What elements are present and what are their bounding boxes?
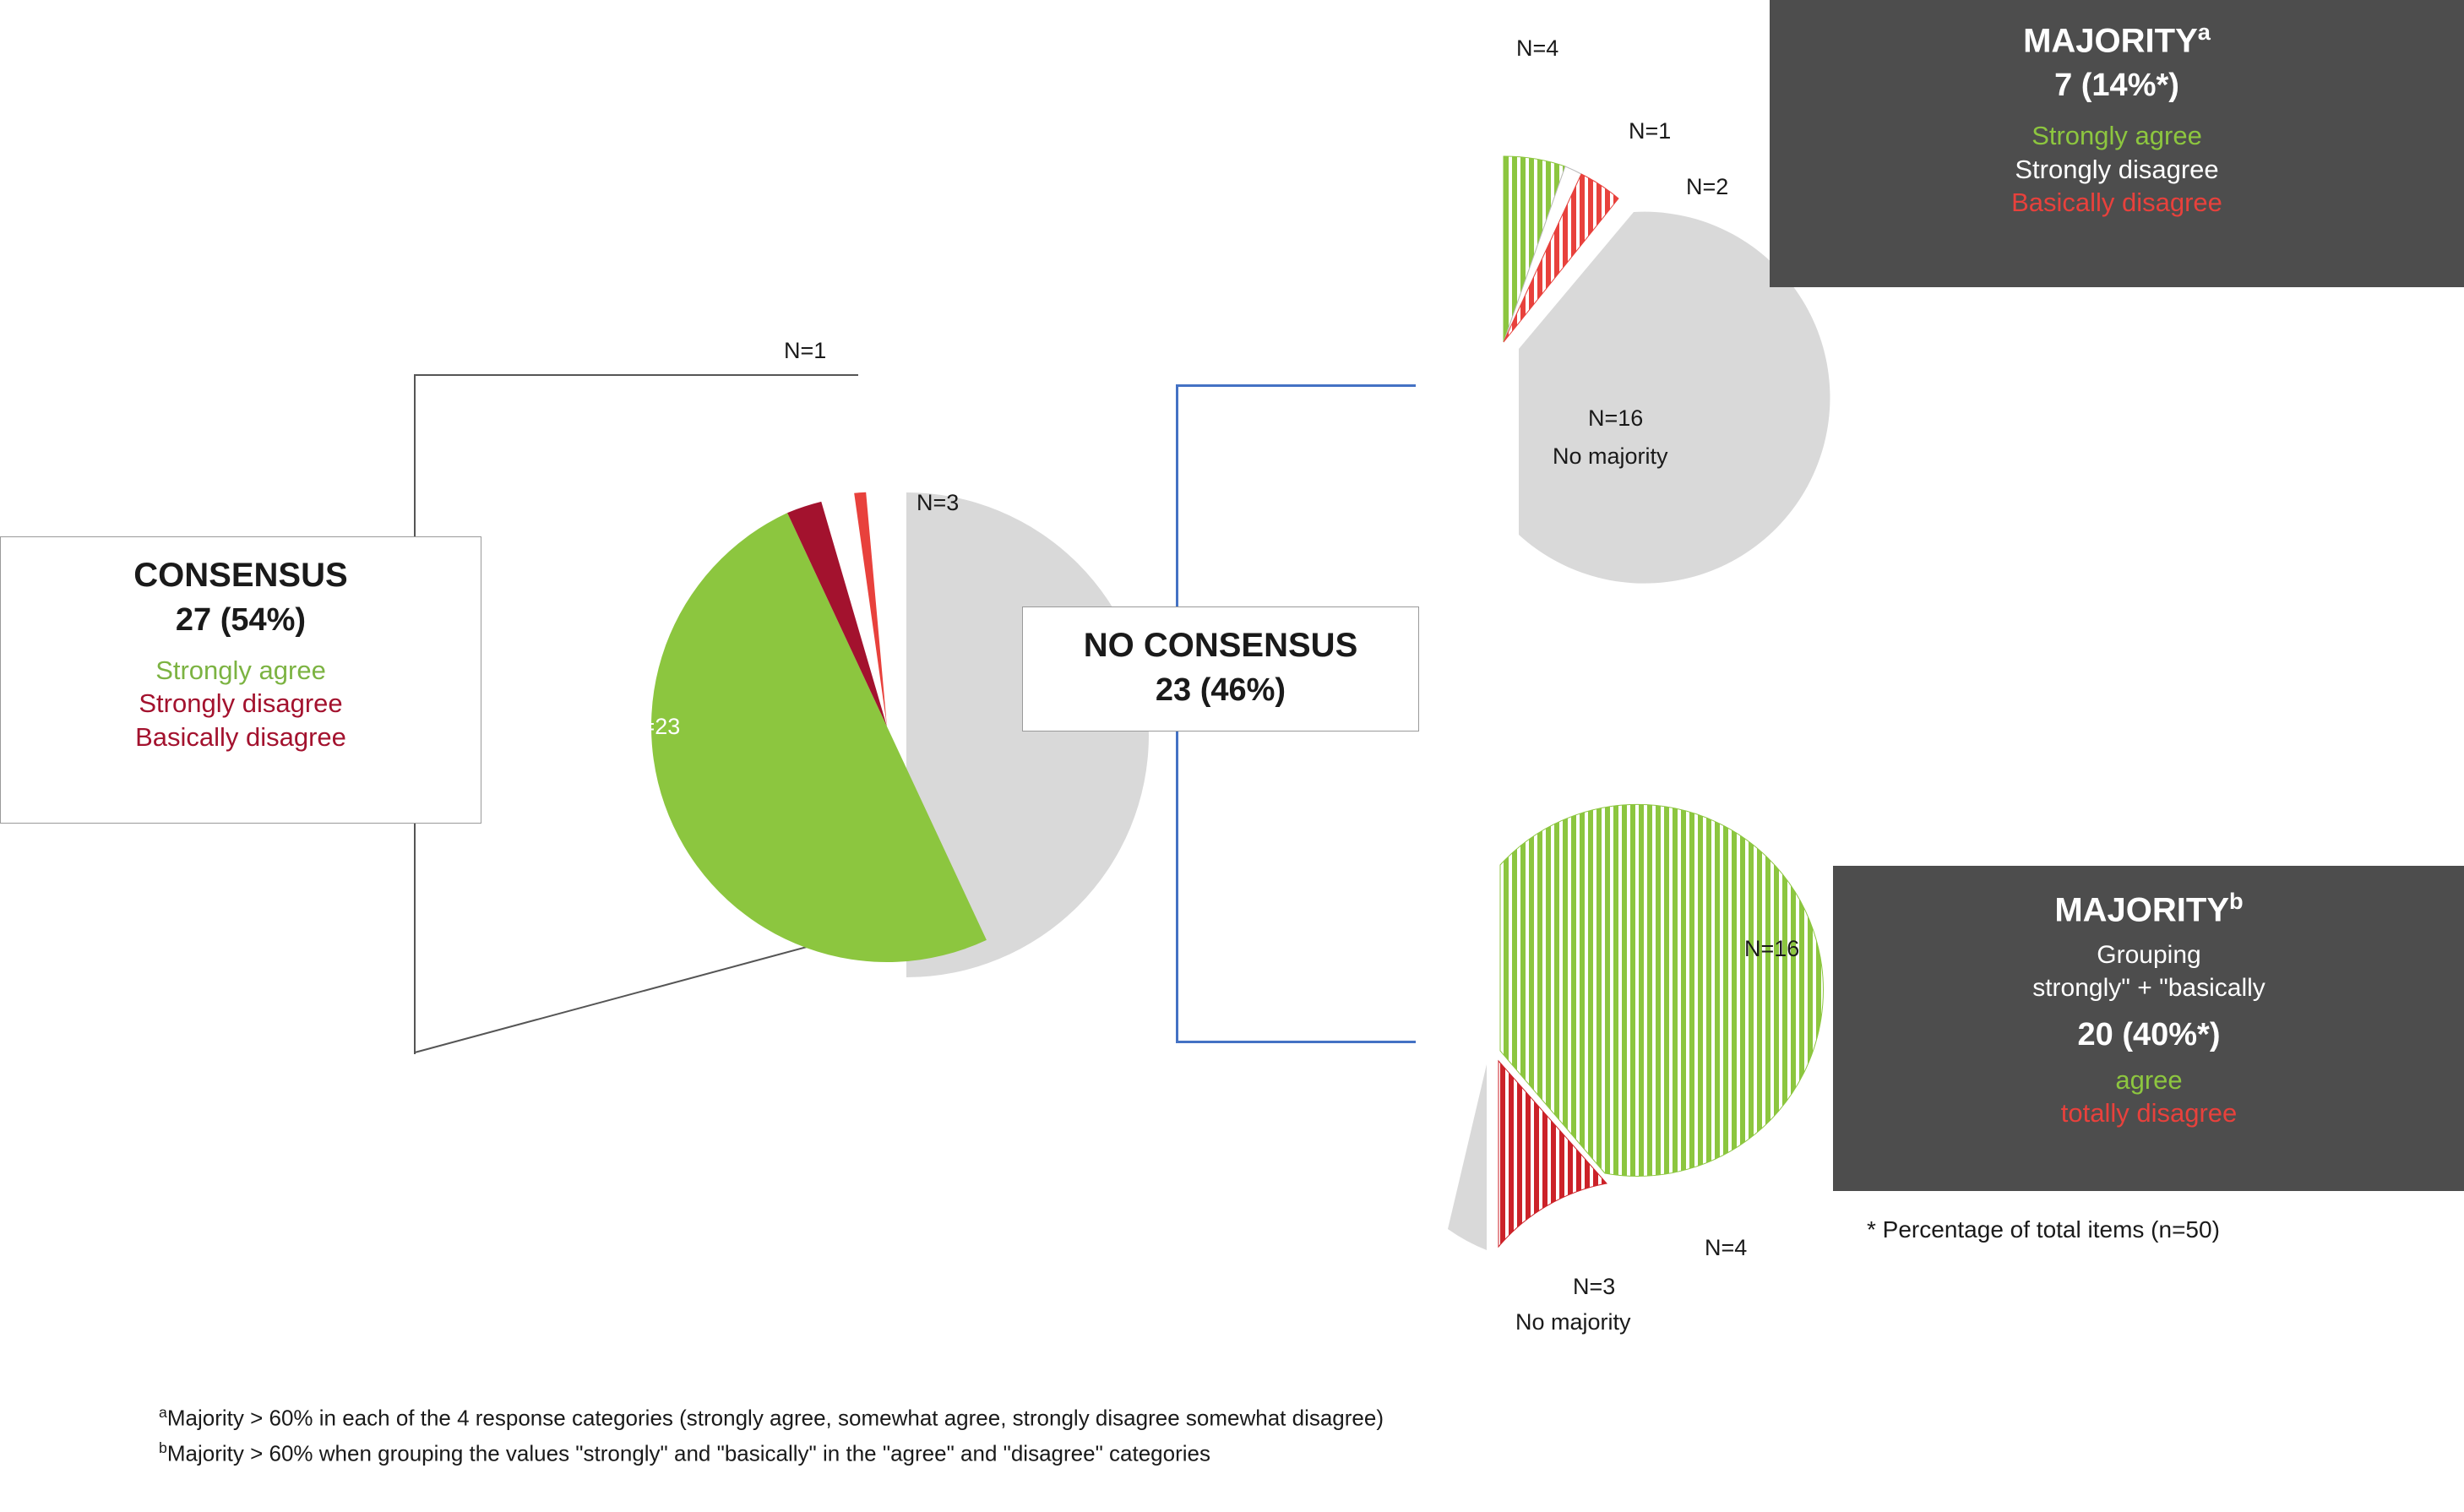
- pie-a-label-n16: N=16: [1588, 405, 1644, 431]
- consensus-item-strongly-disagree: Strongly disagree: [139, 688, 343, 719]
- pie-b-label-n16: N=16: [1744, 936, 1800, 961]
- majority-b-item-totally-disagree: totally disagree: [2060, 1098, 2238, 1129]
- footnote-a: [159, 1402, 1384, 1434]
- majority-a-item-strongly-agree: Strongly agree: [2032, 120, 2202, 150]
- pie-a-label-n1: N=1: [1629, 118, 1672, 144]
- majority-a-title-text: MAJORITY: [2023, 22, 2198, 60]
- majority-b-value: 20 (40%*): [2077, 1017, 2221, 1053]
- majority-a-item-strongly-disagree: Strongly disagree: [2015, 154, 2219, 184]
- pie-a-label-no-majority: No majority: [1553, 443, 1668, 469]
- consensus-item-basically-disagree: Basically disagree: [135, 721, 346, 752]
- main-pie-label-n23: N=23: [625, 714, 681, 739]
- main-pie-label-n1: N=1: [784, 338, 827, 363]
- majority-b-item-agree: agree: [2115, 1064, 2183, 1095]
- majority-a-title-sup: a: [2197, 19, 2211, 45]
- consensus-box: [0, 536, 481, 824]
- no-consensus-title: NO CONSENSUS: [1083, 627, 1358, 664]
- footnote-b-text: Majority > 60% when grouping the values "strongly" and "basically" in the "agree" and "disagree" categories: [166, 1440, 1210, 1466]
- main-pie-label-gray-n3: N=3: [917, 490, 960, 515]
- main-pie-label-n3: N=3: [723, 427, 766, 453]
- footnote-b: [159, 1438, 1210, 1470]
- consensus-item-strongly-agree: Strongly agree: [155, 655, 326, 685]
- majority-a-title: [1770, 19, 2464, 60]
- majority-b-line2: strongly" + "basically: [2032, 973, 2265, 1002]
- majority-b-title-text: MAJORITY: [2054, 891, 2230, 929]
- no-consensus-box: [1022, 606, 1419, 732]
- percentage-note: * Percentage of total items (n=50): [1867, 1216, 2220, 1243]
- majority-b-title: [1833, 888, 2464, 929]
- majority-b-box: [1833, 866, 2464, 1191]
- footnote-a-text: Majority > 60% in each of the 4 response categories (strongly agree, somewhat agree, strongly disagree somewhat disagree): [166, 1405, 1384, 1431]
- pie-a-label-n4: N=4: [1516, 35, 1559, 61]
- majority-b-line1: Grouping: [2097, 941, 2201, 970]
- footnote-a-sup: a: [159, 1404, 167, 1421]
- majority-a-value: 7 (14%*): [2054, 68, 2179, 104]
- pie-a-label-n2: N=2: [1686, 174, 1729, 199]
- majority-a-item-basically-disagree: Basically disagree: [2011, 188, 2222, 218]
- pie-b-label-no-majority: No majority: [1515, 1309, 1631, 1335]
- majority-a-box: [1770, 0, 2464, 287]
- consensus-title: CONSENSUS: [133, 557, 348, 594]
- no-consensus-value: 23 (46%): [1155, 672, 1286, 708]
- pie-b-label-n4: N=4: [1705, 1235, 1748, 1260]
- pie-b-label-n3: N=3: [1573, 1274, 1616, 1299]
- pie-b-slice-no-majority: [1448, 1064, 1487, 1250]
- footnote-b-sup: b: [159, 1439, 167, 1456]
- no-consensus-bracket-bottom: [1176, 1041, 1416, 1043]
- consensus-value: 27 (54%): [175, 602, 307, 638]
- majority-b-title-sup: b: [2229, 888, 2244, 914]
